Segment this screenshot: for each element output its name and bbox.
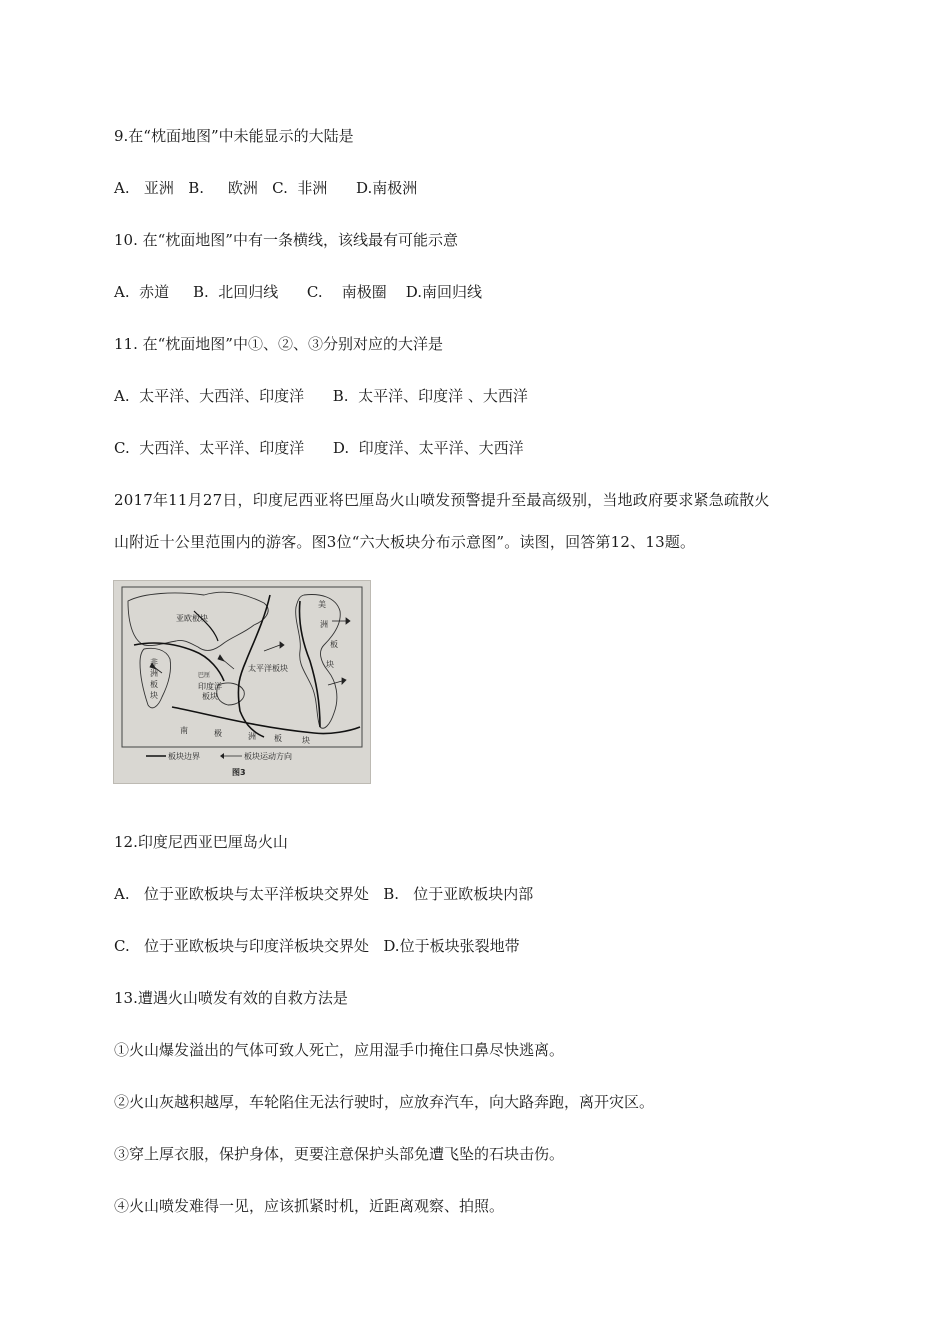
q10-options: A. 赤道 B. 北回归线 C. 南极圈 D.南回归线	[114, 283, 483, 301]
label-indian-2: 板块	[202, 692, 218, 701]
q13-stem: 13.遭遇火山喷发有效的自救方法是	[114, 989, 348, 1007]
q12-options-ab: A. 位于亚欧板块与太平洋板块交界处 B. 位于亚欧板块内部	[114, 885, 534, 903]
legend-motion-arrowhead	[220, 753, 224, 759]
label-pacific-plate: 太平洋板块	[248, 664, 288, 673]
label-bali: 巴厘	[198, 672, 211, 679]
label-africa-3: 板	[150, 680, 158, 689]
label-america-2: 洲	[320, 620, 328, 629]
label-america-3: 板	[330, 640, 338, 649]
label-antarctic-5: 块	[302, 736, 310, 745]
q10-stem: 10. 在“枕面地图”中有一条横线，该线最有可能示意	[114, 231, 458, 249]
q12-options-cd: C. 位于亚欧板块与印度洋板块交界处 D.位于板块张裂地带	[114, 937, 520, 955]
label-africa-1: 非	[150, 658, 158, 667]
label-eurasia-plate: 亚欧板块	[176, 614, 208, 623]
label-antarctic-4: 板	[274, 734, 282, 743]
label-antarctic-1: 南	[180, 726, 188, 735]
label-antarctic-3: 洲	[248, 732, 256, 741]
q11-options-cd: C. 大西洋、太平洋、印度洋 D. 印度洋、太平洋、大西洋	[114, 439, 524, 457]
plate-map-figure	[113, 580, 371, 784]
label-indian-1: 印度洋	[198, 682, 222, 691]
q11-stem: 11. 在“枕面地图”中①、②、③分别对应的大洋是	[114, 335, 443, 353]
plate-map-svg	[114, 581, 370, 783]
legend-motion-label: 板块运动方向	[244, 752, 292, 761]
q13-item-4: ④火山喷发难得一见，应该抓紧时机，近距离观察、拍照。	[114, 1197, 505, 1215]
label-america-4: 块	[326, 660, 334, 669]
label-antarctic-2: 极	[214, 729, 222, 738]
q12-stem: 12.印度尼西亚巴厘岛火山	[114, 833, 288, 851]
q13-item-2: ②火山灰越积越厚，车轮陷住无法行驶时，应放弃汽车，向大路奔跑，离开灾区。	[114, 1093, 655, 1111]
figure-caption: 图3	[232, 768, 246, 777]
boundary-antarctic	[172, 707, 360, 734]
label-america-1: 美	[318, 600, 326, 609]
label-africa-2: 洲	[150, 669, 158, 678]
label-africa-4: 块	[150, 691, 158, 700]
q11-options-ab: A. 太平洋、大西洋、印度洋 B. 太平洋、印度洋 、大西洋	[114, 387, 528, 405]
q13-item-3: ③穿上厚衣服，保护身体，更要注意保护头部免遭飞坠的石块击伤。	[114, 1145, 565, 1163]
q13-item-1: ①火山爆发溢出的气体可致人死亡，应用湿手巾掩住口鼻尽快逃离。	[114, 1041, 565, 1059]
legend-boundary-label: 板块边界	[168, 752, 200, 761]
q9-options: A. 亚洲 B. 欧洲 C. 非洲 D.南极洲	[114, 179, 418, 197]
passage-line-1: 2017年11月27日，印度尼西亚将巴厘岛火山喷发预警提升至最高级别，当地政府要求紧急疏散火	[114, 491, 770, 509]
passage-line-2: 山附近十公里范围内的游客。图3位“六大板块分布示意图”。读图，回答第12、13题。	[114, 533, 696, 551]
q9-stem: 9.在“枕面地图”中未能显示的大陆是	[114, 127, 354, 145]
